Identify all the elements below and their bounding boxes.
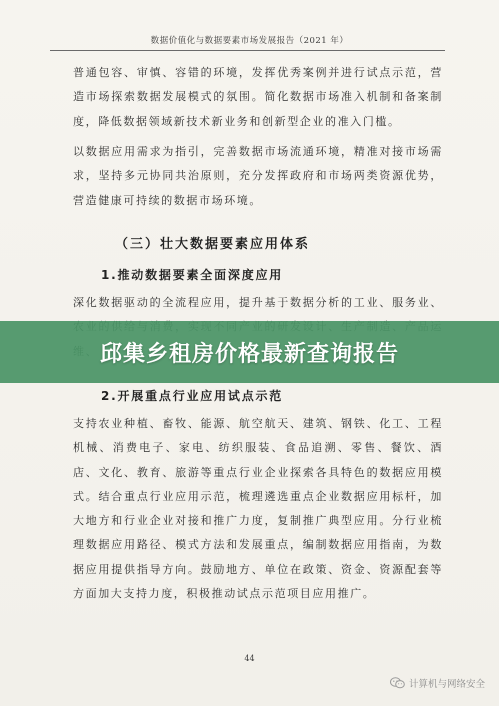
page-number: 44: [244, 654, 255, 663]
title-banner: [0, 321, 499, 383]
watermark-text: 计算机与网络安全: [408, 679, 485, 690]
banner-title: 邱集乡租房价格最新查询报告: [99, 341, 399, 367]
sub-heading-1: 1.推动数据要素全面深度应用: [101, 268, 284, 282]
paragraph-2: 以数据应用需求为指引，完善数据市场流通环境，精准对接市场需求，坚持多元协同共治原则，充分发挥政府和市场两类资源优势，营造健康可持续的数据市场环境。: [73, 145, 443, 207]
paragraph-1: 普通包容、审慎、容错的环境，发挥优秀案例并进行试点示范，营造市场探索数据发展模式的氛围。简化数据市场准入机制和备案制度，降低数据领域新技术新业务和创新型企业的准入门槛。: [73, 66, 443, 128]
running-header: 数据价值化与数据要素市场发展报告（2021 年）: [150, 36, 349, 46]
paragraph-4: 支持农业种植、畜牧、能源、航空航天、建筑、钢铁、化工、工程机械、消费电子、家电、纺织服装、食品追溯、零售、餐饮、酒店、文化、教育、旅游等重点行业企业探索各具特色的数据应用模式。结合重点行业应用示范，梳理遴选重点企业数据应用标杆，加大地方和行业企业对接和推广力度，复制推广典型应用。分行业梳理数据应用路径、模式方法和发展重点，编制数据应用指南，为数据应用提供指导方向。鼓励地方、单位在政策、资金、资源配套等方面加大支持力度，积极推动试点示范项目应用推广。: [73, 417, 443, 601]
wechat-icon: [390, 677, 405, 689]
section-heading: （三）壮大数据要素应用体系: [115, 237, 311, 252]
watermark: [390, 676, 485, 690]
header-divider: [50, 50, 445, 51]
sub-heading-2: 2.开展重点行业应用试点示范: [101, 389, 284, 403]
paragraph-3: 深化数据驱动的全流程应用，提升基于数据分析的工业、服务业、: [73, 296, 443, 309]
